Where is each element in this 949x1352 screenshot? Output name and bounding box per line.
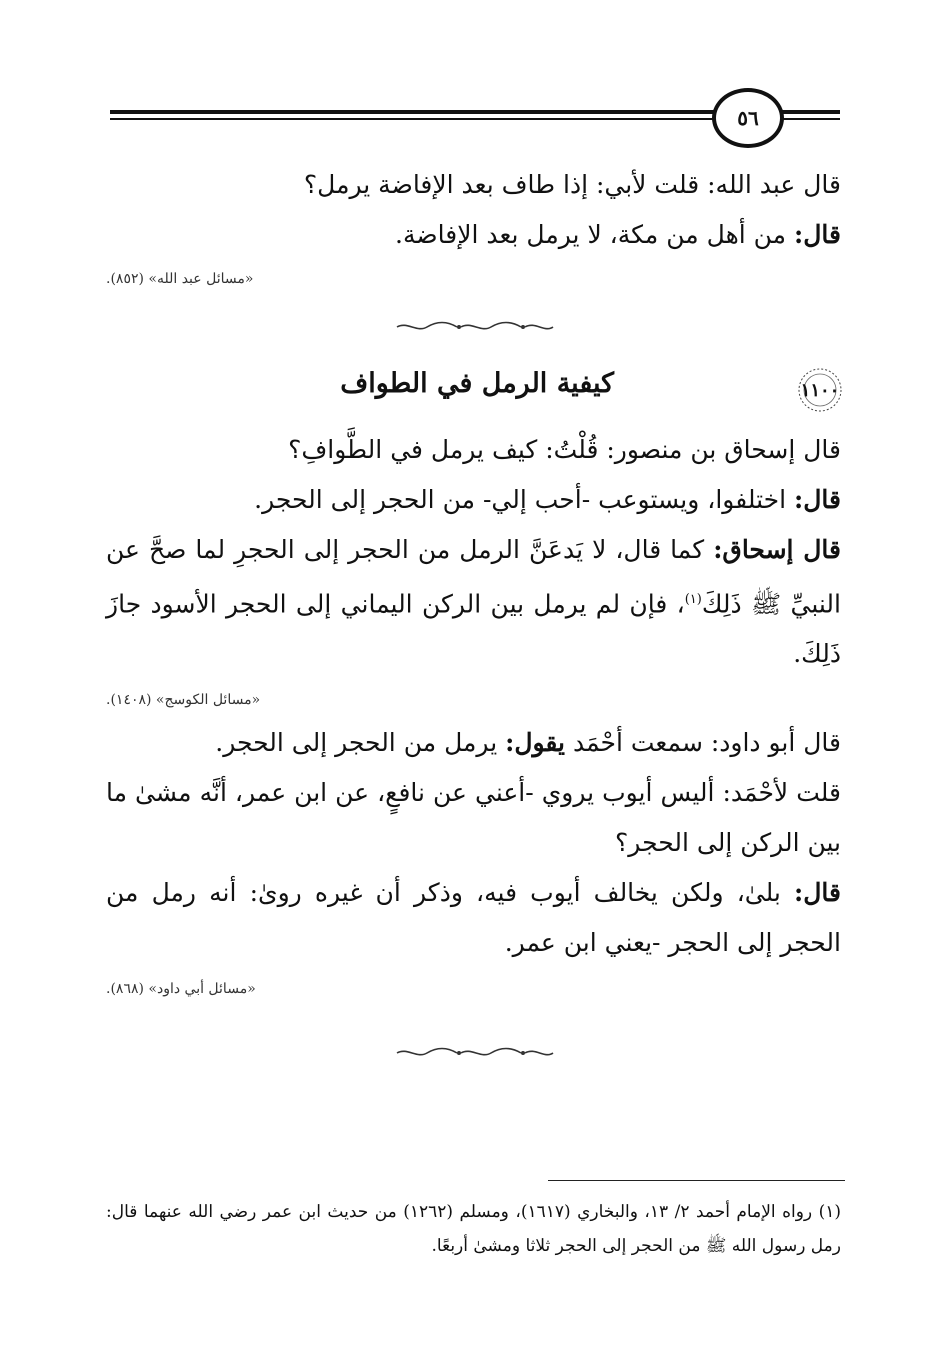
text-line — [106, 718, 841, 768]
footnote-item — [106, 1195, 841, 1263]
speaker-label: قال: — [794, 220, 841, 249]
text-line: قال إسحاق بن منصور: قُلْتُ: كيف يرمل في الطَّوافِ؟ — [288, 435, 841, 464]
header-rule — [780, 110, 840, 114]
text-span: كما قال، لا يَدعَنَّ الرمل من الحجر إلى الحجرِ لما صحَّ عن النبيِّ ﷺ ذَلِكَ — [106, 535, 841, 619]
text-paragraph — [106, 868, 841, 968]
section-2 — [106, 425, 841, 711]
section-3 — [106, 718, 841, 1000]
text-line — [106, 210, 841, 260]
footnote-text: رواه الإمام أحمد ٢/ ١٣، والبخاري (١٦١٧)، ومسلم (١٢٦٢) من حديث ابن عمر رضي الله عنهما قال: رمل رسول الله ﷺ من الحجر إلى الحجر ثلاثا ومشىٰ أربعًا. — [106, 1202, 841, 1256]
text-line: قال عبد الله: قلت لأبي: إذا طاف بعد الإفاضة يرمل؟ — [303, 170, 841, 199]
footnote-marker: (١) — [818, 1202, 841, 1222]
top-section — [106, 160, 841, 290]
text-paragraph: قلت لأحْمَد: أليس أيوب يروي -أعني عن نافعٍ، عن ابن عمر، أنَّه مشىٰ ما بين الركن إلى الحجر؟ — [106, 778, 841, 857]
chapter-heading — [106, 362, 844, 414]
text-span: ، فإن لم يرمل بين الركن اليماني إلى الحجر الأسود جازَ ذَلِكَ. — [106, 589, 841, 669]
text-span: من أهل من مكة، لا يرمل بعد الإفاضة. — [395, 220, 795, 249]
source-citation: «مسائل الكوسج» (١٤٠٨). — [106, 692, 261, 709]
footnotes — [106, 1195, 841, 1263]
chapter-number: ١١٠٠ — [800, 379, 840, 401]
text-paragraph — [106, 525, 841, 679]
ornament-icon — [395, 1046, 555, 1060]
speaker-label: قال: — [794, 485, 841, 514]
header-rule — [110, 110, 730, 114]
text-span: اختلفوا، ويستوعب -أحب إلي- من الحجر إلى الحجر. — [254, 485, 795, 514]
ornament-divider — [395, 320, 555, 334]
text-line — [106, 475, 841, 525]
chapter-title: كيفية الرمل في الطواف — [340, 368, 614, 399]
page-number: ٥٦ — [712, 88, 784, 148]
source-citation: «مسائل أبي داود» (٨٦٨). — [106, 981, 256, 997]
speaker-label: قال إسحاق: — [713, 535, 841, 564]
text-span: يرمل من الحجر إلى الحجر. — [215, 728, 506, 757]
text-span: قال أبو داود: سمعت أحْمَد — [565, 728, 841, 757]
chapter-number-badge — [796, 366, 844, 414]
ornament-divider — [395, 1046, 555, 1060]
header-rule — [110, 118, 730, 120]
speaker-label: يقول: — [505, 728, 566, 757]
ornament-icon — [395, 320, 555, 334]
footnote-separator — [548, 1180, 845, 1181]
source-citation: «مسائل عبد الله» (٨٥٢). — [106, 271, 254, 287]
header-rule — [780, 118, 840, 120]
text-span: بلىٰ، ولكن يخالف أيوب فيه، وذكر أن غيره روىٰ: أنه رمل من الحجر إلى الحجر -يعني ابن عمر. — [106, 878, 841, 957]
page-header — [110, 88, 840, 148]
footnote-ref: (١) — [684, 592, 702, 607]
speaker-label: قال: — [794, 878, 841, 907]
